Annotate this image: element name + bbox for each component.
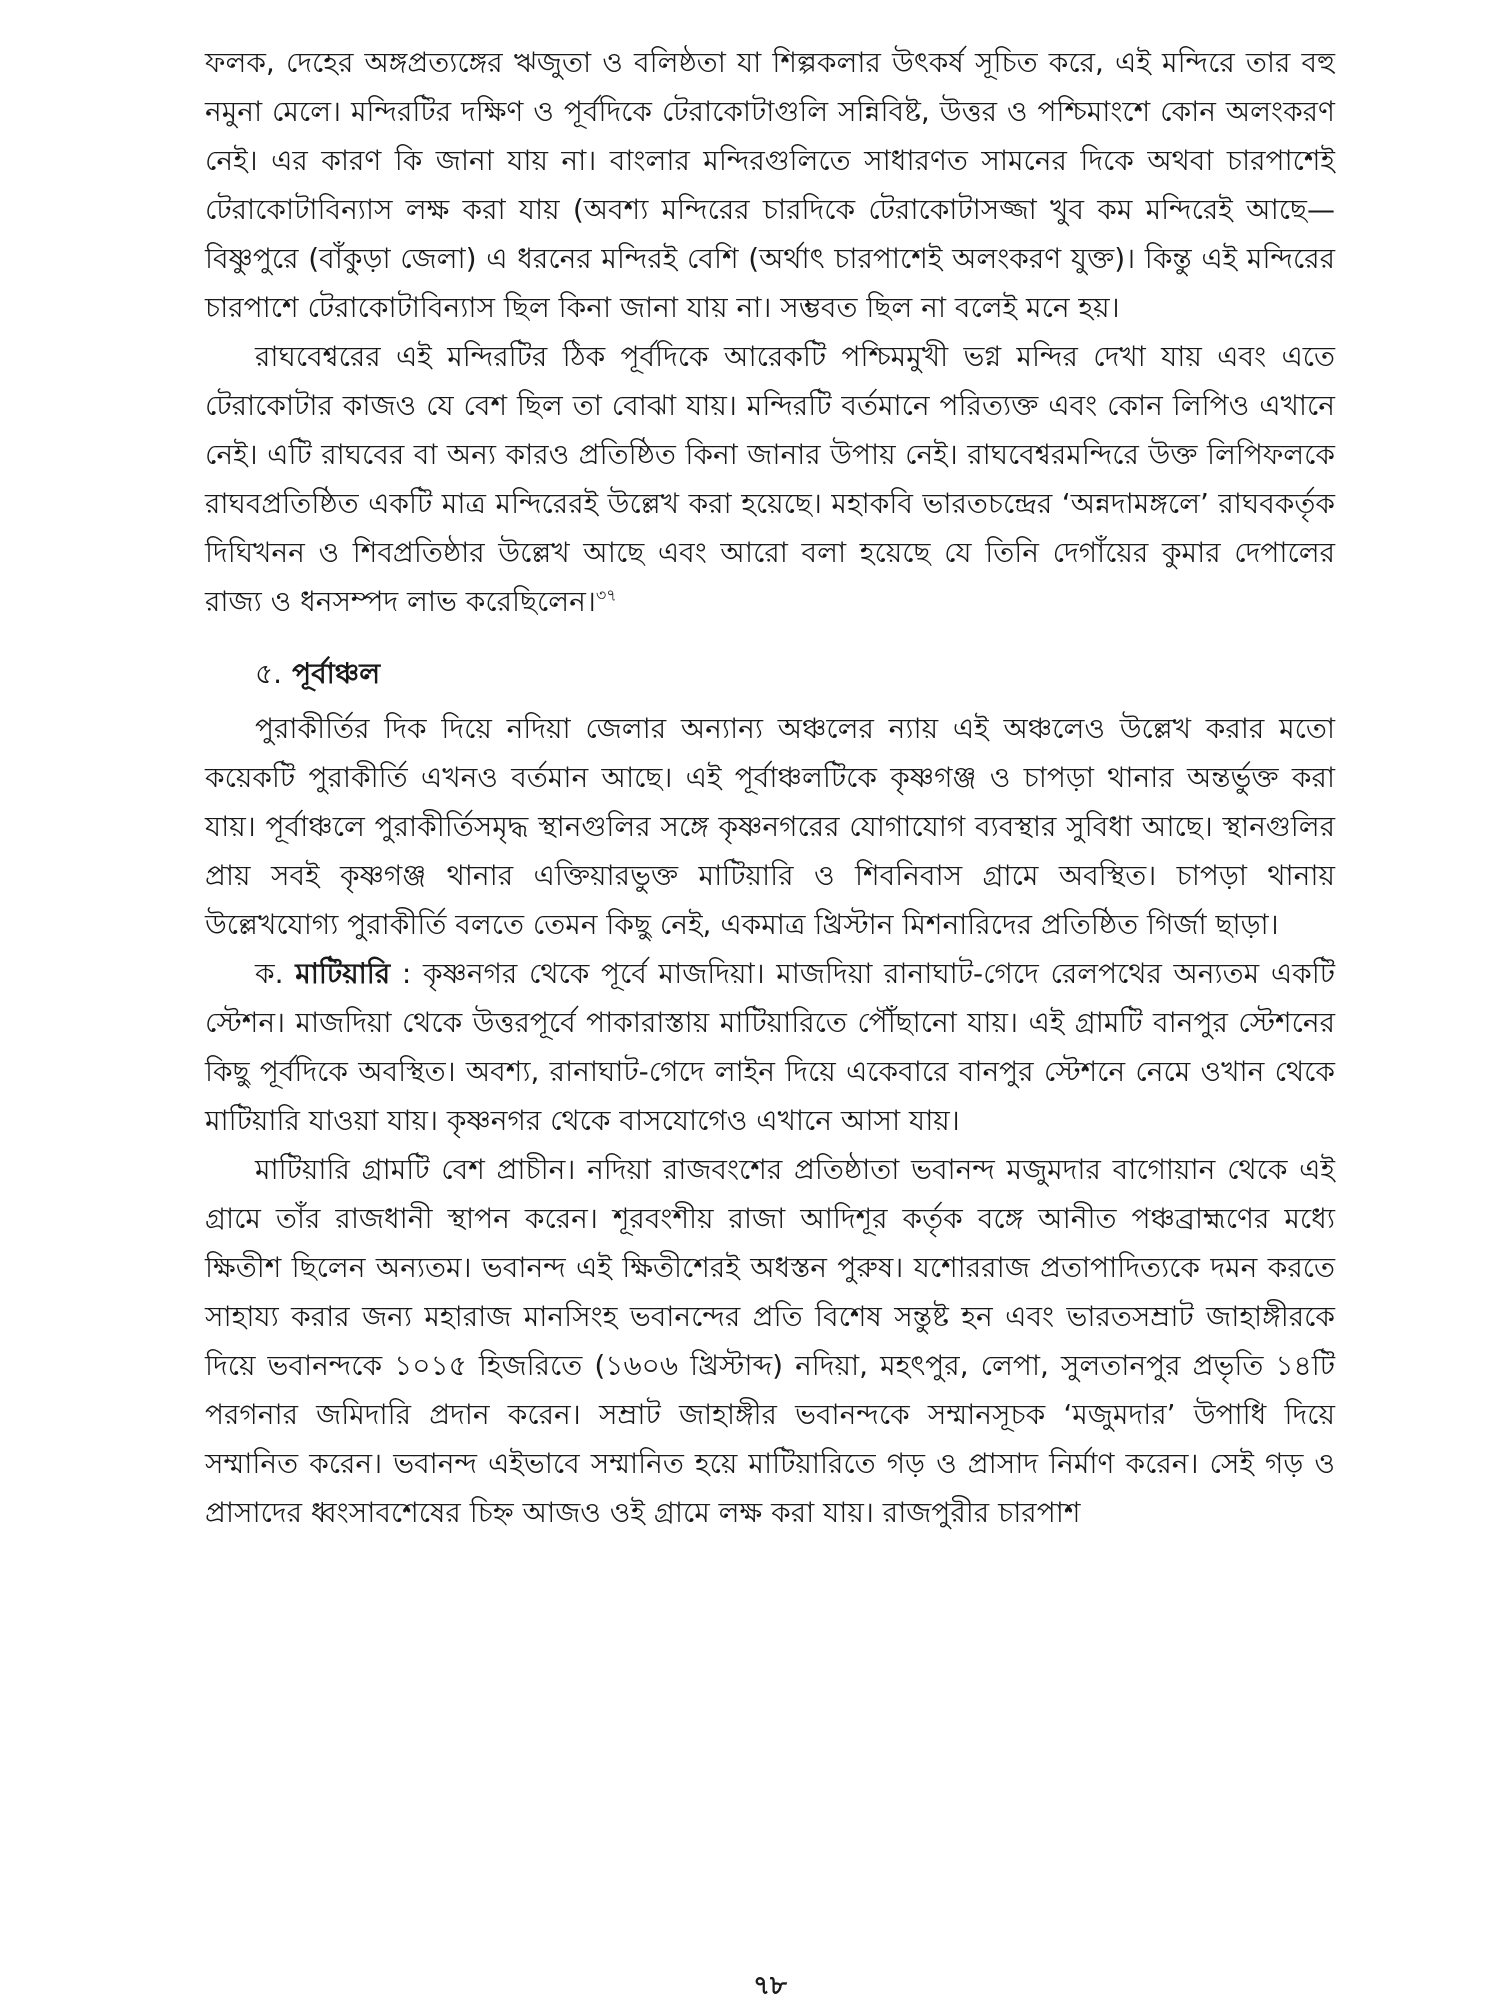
- paragraph-text: পুরাকীর্তির দিক দিয়ে নদিয়া জেলার অন্যান্য অঞ্চলের ন্যায় এই অঞ্চলেও উল্লেখ করার মতো কয়েকটি পুরাকীর্তি এখনও বর্তমান আছে। এই পূর্বাঞ্চলটিকে কৃষ্ণগঞ্জ ও চাপড়া থানার অন্তর্ভুক্ত করা যায়। পূর্বাঞ্চলে পুরাকীর্তিসমৃদ্ধ স্থানগুলির সঙ্গে কৃষ্ণনগরের যোগাযোগ ব্যবস্থার সুবিধা আছে। স্থানগুলির প্রায় সবই কৃষ্ণগঞ্জ থানার এক্তিয়ারভুক্ত মাটিয়ারি ও শিবনিবাস গ্রামে অবস্থিত। চাপড়া থানায় উল্লেখযোগ্য পুরাকীর্তি বলতে তেমন কিছু নেই, একমাত্র খ্রিস্টান মিশনারিদের প্রতিষ্ঠিত গির্জা ছাড়া।: [205, 712, 1335, 941]
- section-heading: [205, 648, 1335, 700]
- paragraph-matiyari-history: [205, 1145, 1335, 1537]
- paragraph-eastern-region: [205, 704, 1335, 949]
- section-title: পূর্বাঞ্চল: [292, 657, 381, 690]
- section-number: ৫.: [255, 657, 283, 690]
- paragraph-raghaveshwar: [205, 332, 1335, 626]
- page-number: ৭৮: [753, 1971, 787, 2001]
- footnote-marker[interactable]: ৩৭: [595, 585, 617, 605]
- subsection-title: মাটিয়ারি: [295, 957, 391, 990]
- subsection-prefix: ক.: [255, 957, 284, 990]
- paragraph-text: মাটিয়ারি গ্রামটি বেশ প্রাচীন। নদিয়া রাজবংশের প্রতিষ্ঠাতা ভবানন্দ মজুমদার বাগোয়ান থেকে এই গ্রামে তাঁর রাজধানী স্থাপন করেন। শূরবংশীয় রাজা আদিশূর কর্তৃক বঙ্গে আনীত পঞ্চব্রাহ্মণের মধ্যে ক্ষিতীশ ছিলেন অন্যতম। ভবানন্দ এই ক্ষিতীশেরই অধস্তন পুরুষ। যশোররাজ প্রতাপাদিত্যকে দমন করতে সাহায্য করার জন্য মহারাজ মানসিংহ ভবানন্দের প্রতি বিশেষ সন্তুষ্ট হন এবং ভারতসম্রাট জাহাঙ্গীরকে দিয়ে ভবানন্দকে ১০১৫ হিজরিতে (১৬০৬ খ্রিস্টাব্দ) নদিয়া, মহৎপুর, লেপা, সুলতানপুর প্রভৃতি ১৪টি পরগনার জমিদারি প্রদান করেন। সম্রাট জাহাঙ্গীর ভবানন্দকে সম্মানসূচক ‘মজুমদার’ উপাধি দিয়ে সম্মানিত করেন। ভবানন্দ এইভাবে সম্মানিত হয়ে মাটিয়ারিতে গড় ও প্রাসাদ নির্মাণ করেন। সেই গড় ও প্রাসাদের ধ্বংসাবশেষের চিহ্ন আজও ওই গ্রামে লক্ষ করা যায়। রাজপুরীর চারপাশ: [205, 1153, 1335, 1529]
- paragraph-matiyari-route: [205, 949, 1335, 1145]
- paragraph-text: ফলক, দেহের অঙ্গপ্রত্যঙ্গের ঋজুতা ও বলিষ্ঠতা যা শিল্পকলার উৎকর্ষ সূচিত করে, এই মন্দিরে তার বহু নমুনা মেলে। মন্দিরটির দক্ষিণ ও পূর্বদিকে টেরাকোটাগুলি সন্নিবিষ্ট, উত্তর ও পশ্চিমাংশে কোন অলংকরণ নেই। এর কারণ কি জানা যায় না। বাংলার মন্দিরগুলিতে সাধারণত সামনের দিকে অথবা চারপাশেই টেরাকোটাবিন্যাস লক্ষ করা যায় (অবশ্য মন্দিরের চারদিকে টেরাকোটাসজ্জা খুব কম মন্দিরেই আছে—বিষ্ণুপুরে (বাঁকুড়া জেলা) এ ধরনের মন্দিরই বেশি (অর্থাৎ চারপাশেই অলংকরণ যুক্ত)। কিন্তু এই মন্দিরের চারপাশে টেরাকোটাবিন্যাস ছিল কিনা জানা যায় না। সম্ভবত ছিল না বলেই মনে হয়।: [205, 46, 1335, 324]
- paragraph-text: রাঘবেশ্বরের এই মন্দিরটির ঠিক পূর্বদিকে আরেকটি পশ্চিমমুখী ভগ্ন মন্দির দেখা যায় এবং এতে টেরাকোটার কাজও যে বেশ ছিল তা বোঝা যায়। মন্দিরটি বর্তমানে পরিত্যক্ত এবং কোন লিপিও এখানে নেই। এটি রাঘবের বা অন্য কারও প্রতিষ্ঠিত কিনা জানার উপায় নেই। রাঘবেশ্বরমন্দিরে উক্ত লিপিফলকে রাঘবপ্রতিষ্ঠিত একটি মাত্র মন্দিরেরই উল্লেখ করা হয়েছে। মহাকবি ভারতচন্দ্রের ‘অন্নদামঙ্গলে’ রাঘবকর্তৃক দিঘিখনন ও শিবপ্রতিষ্ঠার উল্লেখ আছে এবং আরো বলা হয়েছে যে তিনি দেগাঁয়ের কুমার দেপালের রাজ্য ও ধনসম্পদ লাভ করেছিলেন।: [205, 340, 1335, 618]
- document-page: [205, 38, 1336, 2001]
- paragraph-text: : কৃষ্ণনগর থেকে পূর্বে মাজদিয়া। মাজদিয়া রানাঘাট-গেদে রেলপথের অন্যতম একটি স্টেশন। মাজদিয়া থেকে উত্তরপূর্বে পাকারাস্তায় মাটিয়ারিতে পৌঁছানো যায়। এই গ্রামটি বানপুর স্টেশনের কিছু পূর্বদিকে অবস্থিত। অবশ্য, রানাঘাট-গেদে লাইন দিয়ে একেবারে বানপুর স্টেশনে নেমে ওখান থেকে মাটিয়ারি যাওয়া যায়। কৃষ্ণনগর থেকে বাসযোগেও এখানে আসা যায়।: [205, 957, 1336, 1137]
- paragraph-temple-terracotta: [205, 38, 1335, 332]
